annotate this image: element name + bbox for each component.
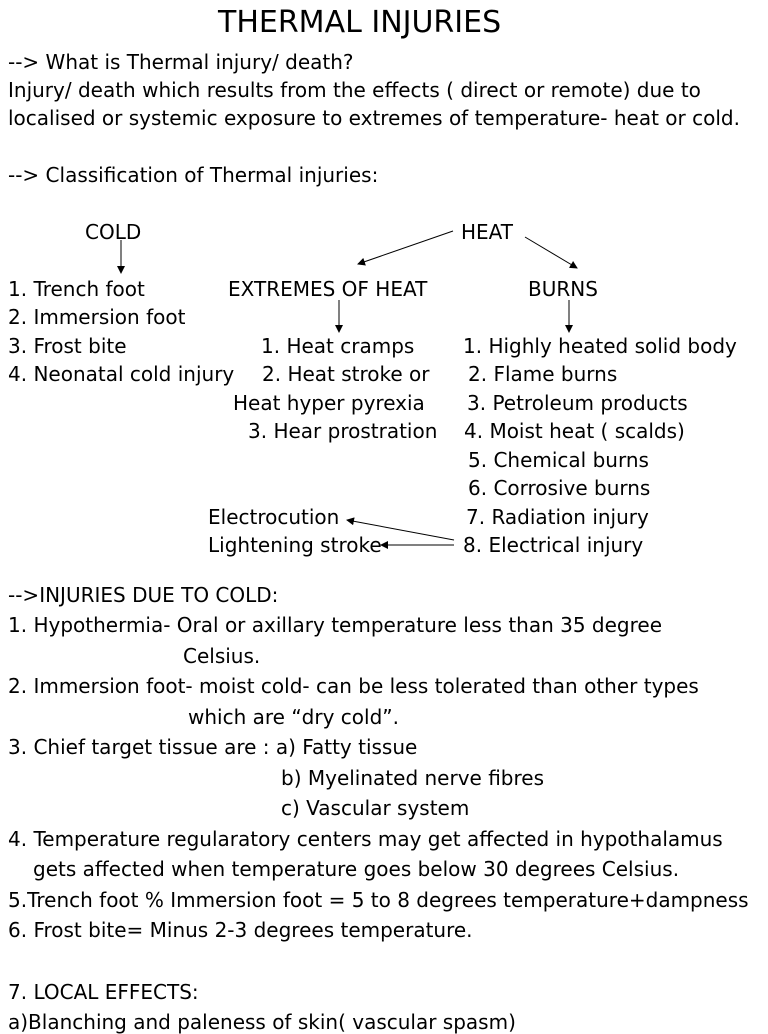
- cold-point-6: 6. Frost bite= Minus 2-3 degrees temperature.: [8, 918, 473, 942]
- local-effects-a: a)Blanching and paleness of skin( vascular spasm): [8, 1010, 516, 1034]
- cold-point-3b: b) Myelinated nerve fibres: [281, 766, 544, 790]
- cold-point-3a: 3. Chief target tissue are : a) Fatty tissue: [8, 735, 418, 759]
- cold-point-1-line1: 1. Hypothermia- Oral or axillary temperature less than 35 degree: [8, 613, 663, 637]
- burns-item: 1. Highly heated solid body: [463, 334, 737, 358]
- cold-section-heading: -->INJURIES DUE TO COLD:: [8, 583, 279, 607]
- cold-point-5: 5.Trench foot % Immersion foot = 5 to 8 degrees temperature+dampness: [8, 888, 749, 912]
- cold-item: 1. Trench foot: [8, 277, 145, 301]
- intro-question: --> What is Thermal injury/ death?: [8, 50, 354, 74]
- extremes-item: 2. Heat stroke or: [262, 362, 430, 386]
- cold-item: 3. Frost bite: [8, 334, 127, 358]
- cold-point-4-line1: 4. Temperature regularatory centers may get affected in hypothalamus: [8, 827, 723, 851]
- cold-point-1-line2: Celsius.: [183, 644, 261, 668]
- burns-item: 7. Radiation injury: [466, 505, 649, 529]
- burns-item: 6. Corrosive burns: [468, 476, 651, 500]
- burns-item: 5. Chemical burns: [468, 448, 649, 472]
- extremes-of-heat-label: EXTREMES OF HEAT: [228, 277, 428, 301]
- heat-label: HEAT: [461, 220, 514, 244]
- extremes-item: Heat hyper pyrexia: [233, 391, 425, 415]
- heat-to-extremes-arrow: [358, 231, 453, 264]
- local-effects-heading: 7. LOCAL EFFECTS:: [8, 980, 199, 1004]
- intro-definition-line2: localised or systemic exposure to extremes of temperature- heat or cold.: [8, 106, 740, 130]
- extremes-item: 3. Hear prostration: [248, 419, 438, 443]
- burns-item: 4. Moist heat ( scalds): [464, 419, 685, 443]
- lightening-stroke-label: Lightening stroke: [208, 533, 382, 557]
- page-title: THERMAL INJURIES: [218, 5, 502, 40]
- classification-heading: --> Classification of Thermal injuries:: [8, 163, 379, 187]
- cold-label: COLD: [85, 220, 142, 244]
- extremes-item: 1. Heat cramps: [261, 334, 415, 358]
- burns-item: 3. Petroleum products: [467, 391, 688, 415]
- cold-item: 4. Neonatal cold injury: [8, 362, 235, 386]
- electrical-to-electrocution-arrow: [347, 520, 454, 540]
- burns-label: BURNS: [528, 277, 598, 301]
- cold-item: 2. Immersion foot: [8, 305, 186, 329]
- burns-item: 8. Electrical injury: [463, 533, 644, 557]
- cold-point-2-line2: which are “dry cold”.: [188, 705, 399, 729]
- electrocution-label: Electrocution: [208, 505, 340, 529]
- cold-point-2-line1: 2. Immersion foot- moist cold- can be less tolerated than other types: [8, 674, 699, 698]
- heat-to-burns-arrow: [525, 237, 577, 268]
- cold-point-4-line2: gets affected when temperature goes below 30 degrees Celsius.: [33, 857, 680, 881]
- burns-item: 2. Flame burns: [468, 362, 618, 386]
- intro-definition-line1: Injury/ death which results from the effects ( direct or remote) due to: [8, 78, 701, 102]
- cold-point-3c: c) Vascular system: [281, 796, 470, 820]
